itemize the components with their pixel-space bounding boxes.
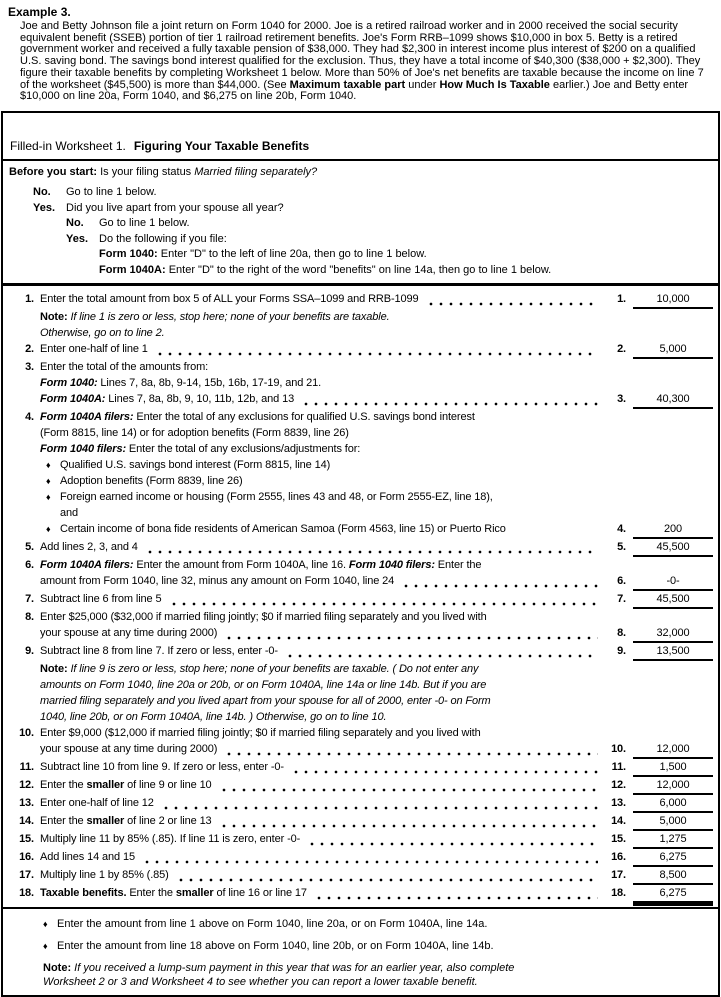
worksheet-line <box>8 557 713 573</box>
dot-leader <box>301 402 598 406</box>
worksheet-line <box>8 391 713 409</box>
worksheet-title-prefix: Filled-in Worksheet 1. <box>10 138 126 153</box>
text-run: Worksheet 2 or 3 and Worksheet 4 to see whether you can report a lower taxable benefit. <box>43 976 478 989</box>
line-number: 3. <box>25 361 34 374</box>
text-run: Form 1040: <box>40 377 98 390</box>
text-run: Enter $25,000 ($32,000 if married filing jointly; $0 if married filing separately and you lived with <box>40 611 487 624</box>
line-number: 11. <box>19 761 34 774</box>
footer-note-line <box>43 975 712 989</box>
text-run: Adoption benefits (Form 8839, line 26) <box>60 475 243 488</box>
text-run: your spouse at any time during 2000) <box>40 743 218 756</box>
text-run: Enter one-half of line 12 <box>40 797 154 810</box>
worksheet-line <box>8 693 713 709</box>
worksheet-line <box>8 885 713 903</box>
text-run: of line 2 or line 13 <box>124 815 212 828</box>
text-run: Foreign earned income or housing (Form 2555, lines 43 and 48, or Form 2555-EZ, line 18), <box>60 491 493 504</box>
text-run: Form 1040A: <box>40 393 106 406</box>
diamond-bullet-icon: ♦ <box>46 460 51 471</box>
text-run: Enter the <box>126 887 176 900</box>
example-heading: Example 3. <box>8 5 71 19</box>
dot-leader <box>219 824 598 828</box>
text-run: Form 1040 filers: <box>348 559 435 572</box>
dot-leader <box>285 654 598 658</box>
amount-line-ref: 2. <box>617 343 626 356</box>
text-run: Form 1040A filers: <box>40 411 134 424</box>
text-run: If line 9 is zero or less, stop here; none of your benefits are taxable. ( Do not enter any <box>67 663 479 676</box>
line-number: 17. <box>19 869 34 882</box>
line-text <box>60 505 78 521</box>
amount-line-ref: 12. <box>611 779 626 792</box>
worksheet-line <box>8 473 713 489</box>
line-text <box>40 441 360 457</box>
amount-line-ref: 15. <box>611 833 626 846</box>
worksheet-line <box>8 867 713 885</box>
text-run: Married filing separately? <box>194 165 318 178</box>
line-number: 12. <box>19 779 34 792</box>
worksheet-line <box>8 777 713 795</box>
amount-value: 1,500 <box>633 759 713 777</box>
amount-value: 40,300 <box>633 391 713 409</box>
line-text <box>40 709 386 725</box>
text-run: Before you start: <box>9 165 98 178</box>
worksheet-line <box>8 441 713 457</box>
amount-line-ref: 14. <box>611 815 626 828</box>
line-number: 9. <box>25 645 34 658</box>
worksheet-title: Figuring Your Taxable Benefits <box>133 138 310 153</box>
amount-line-ref: 18. <box>611 887 626 900</box>
text-run: Otherwise, go on to line 2. <box>40 327 165 340</box>
amount-line-ref: 1. <box>617 293 626 306</box>
line-number: 2. <box>25 343 34 356</box>
text-run: Note: <box>43 962 72 975</box>
dot-leader <box>155 352 598 356</box>
text-run: under <box>405 78 440 91</box>
line-number: 4. <box>25 411 34 424</box>
line-text <box>40 677 486 693</box>
text-run: Go to line 1 below. <box>66 186 157 199</box>
dot-leader <box>169 602 599 606</box>
worksheet-line <box>8 625 713 643</box>
text-run: Enter one-half of line 1 <box>40 343 148 356</box>
line-text <box>40 643 278 659</box>
text-run: 1040, line 20b, or on Form 1040A, line 14b. ) Otherwise, go on to line 10. <box>40 711 387 724</box>
dot-leader <box>219 788 598 792</box>
dot-leader <box>314 896 598 900</box>
line-text <box>40 359 208 375</box>
line-text <box>40 777 212 793</box>
amount-line-ref: 7. <box>617 593 626 606</box>
text-run: Enter the total amount from box 5 of ALL your Forms SSA–1099 and RRB-1099 <box>40 293 419 306</box>
text-run: Certain income of bona fide residents of American Samoa (Form 4563, line 15) or Puerto Rico <box>60 523 506 536</box>
text-run: Form 1040A: <box>99 263 166 276</box>
worksheet-line <box>8 661 713 677</box>
amount-value: 45,500 <box>633 539 713 557</box>
answer-label: Yes. <box>66 232 89 245</box>
line-text <box>60 473 243 489</box>
worksheet-line <box>8 425 713 441</box>
amount-line-ref: 5. <box>617 541 626 554</box>
diamond-bullet-icon: ♦ <box>46 492 51 503</box>
worksheet-box <box>1 111 720 997</box>
text-run: smaller <box>86 779 125 792</box>
footer-bullet-line <box>43 917 712 931</box>
worksheet-line <box>8 573 713 591</box>
amount-value: 13,500 <box>633 643 713 661</box>
line-text <box>40 625 217 641</box>
line-text <box>40 813 212 829</box>
worksheet-line <box>8 831 713 849</box>
text-run: Form 1040A filers: <box>40 559 134 572</box>
amount-value: 12,000 <box>633 741 713 759</box>
worksheet-line <box>8 643 713 661</box>
line-text <box>40 291 419 307</box>
line-text <box>60 521 506 537</box>
line-number: 5. <box>25 541 34 554</box>
line-text <box>40 725 481 741</box>
dot-leader <box>291 770 598 774</box>
line-text <box>40 539 138 555</box>
text-run: If you received a lump-sum payment in this year that was for an earlier year, also complete <box>71 962 515 975</box>
text-run: earlier.) Joe and Betty enter $10,000 on line 20a, Form 1040, and $6,275 on line 20b, Form 1040. <box>20 78 692 103</box>
amount-value: 12,000 <box>633 777 713 795</box>
before-you-start-line <box>66 216 712 232</box>
worksheet-line <box>8 759 713 777</box>
worksheet-line <box>8 375 713 391</box>
worksheet-line <box>8 489 713 505</box>
text-run: Taxable benefits. <box>40 887 127 900</box>
text-run: Subtract line 10 from line 9. If zero or less, enter -0- <box>40 761 284 774</box>
worksheet-line <box>8 849 713 867</box>
footer-bullet-text: Enter the amount from line 1 above on Form 1040, line 20a, or on Form 1040A, line 14a. <box>57 918 488 931</box>
line-text <box>40 325 165 341</box>
line-number: 1. <box>25 293 34 306</box>
line-text <box>40 741 217 757</box>
line-number: 18. <box>19 887 34 900</box>
dot-leader <box>176 878 598 882</box>
amount-value: 5,000 <box>633 341 713 359</box>
line-number: 6. <box>25 559 34 572</box>
amount-line-ref: 16. <box>611 851 626 864</box>
worksheet-line <box>8 457 713 473</box>
dot-leader <box>161 806 598 810</box>
line-number: 14. <box>19 815 34 828</box>
line-text <box>40 557 481 573</box>
text-run: amount from Form 1040, line 32, minus any amount on Form 1040, line 24 <box>40 575 395 588</box>
text-run: Do the following if you file: <box>99 232 227 245</box>
text-run: Lines 7, 8a, 8b, 9-14, 15b, 16b, 17-19, and 21. <box>97 377 322 390</box>
text-run: your spouse at any time during 2000) <box>40 627 218 640</box>
text-run: Subtract line 6 from line 5 <box>40 593 162 606</box>
worksheet-lines-section <box>3 286 718 909</box>
dot-leader <box>426 302 599 306</box>
text-run: Joe and Betty Johnson file a joint return on Form 1040 for 2000. Joe is a retired railroad worker and in 2000 received the social security equivalent benefit (SSEB) portion of tier 1 railroad retirement benefits. Joe's Form RRB–1099 shows $10,000 in box 5. Betty is a retired government worker and received a fully taxable pension of $38,000. They had $2,300 in interest income plus interest of $200 on a qualified U.S. saving bond. The savings bond interest qualified for the exclusion. Thus, they have a total income of $40,300 ($38,000 + $2,300). They figure their taxable benefits by completing Worksheet 1 below. More than 50% of Joe's net benefits are taxable because the income on line 7 of the worksheet ($45,500) is more than $44,000. (See <box>20 20 707 91</box>
text-run: Enter $9,000 ($12,000 if married filing jointly; $0 if married filing separately and you lived with <box>40 727 481 740</box>
worksheet-line <box>8 539 713 557</box>
text-run: If line 1 is zero or less, stop here; none of your benefits are taxable. <box>67 311 390 324</box>
worksheet-line <box>8 341 713 359</box>
line-number: 8. <box>25 611 34 624</box>
line-text <box>40 425 349 441</box>
text-run: Enter "D" to the left of line 20a, then go to line 1 below. <box>157 248 427 261</box>
dot-leader <box>401 584 598 588</box>
text-run: Lines 7, 8a, 8b, 9, 10, 11b, 12b, and 13 <box>105 393 295 406</box>
before-you-start-line <box>9 165 712 181</box>
line-number: 10. <box>19 727 34 740</box>
worksheet-line <box>8 609 713 625</box>
text-run: Form 1040: <box>99 248 158 261</box>
diamond-bullet-icon: ♦ <box>43 919 48 930</box>
dot-leader <box>307 842 598 846</box>
text-run: Note: <box>40 311 68 324</box>
text-run: Add lines 14 and 15 <box>40 851 135 864</box>
footer-note-line <box>43 961 712 975</box>
text-run: amounts on Form 1040, line 20a or 20b, or on Form 1040A, line 14a or line 14b. But if you are <box>40 679 487 692</box>
line-text <box>60 489 493 505</box>
amount-line-ref: 4. <box>617 523 626 536</box>
answer-label: No. <box>33 186 51 199</box>
text-run: of line 16 or line 17 <box>213 887 307 900</box>
amount-line-ref: 3. <box>617 393 626 406</box>
text-run: of line 9 or line 10 <box>124 779 212 792</box>
line-text <box>40 609 487 625</box>
text-run: Did you live apart from your spouse all year? <box>66 201 284 214</box>
amount-line-ref: 13. <box>611 797 626 810</box>
line-text <box>40 759 284 775</box>
worksheet-line <box>8 741 713 759</box>
diamond-bullet-icon: ♦ <box>43 941 48 952</box>
dot-leader <box>224 636 598 640</box>
amount-value: 6,000 <box>633 795 713 813</box>
line-text <box>40 341 148 357</box>
dot-leader <box>142 860 598 864</box>
text-run: Enter the <box>40 779 87 792</box>
line-text <box>40 391 294 407</box>
before-you-start-line <box>99 247 712 263</box>
text-run: Maximum taxable part <box>289 78 406 91</box>
amount-value: 6,275 <box>633 849 713 867</box>
dot-leader <box>224 752 598 756</box>
worksheet-line <box>8 505 713 521</box>
answer-label: No. <box>66 217 84 230</box>
worksheet-title-row <box>3 113 718 161</box>
line-number: 15. <box>19 833 34 846</box>
amount-value: -0- <box>633 573 713 591</box>
text-run: Enter the total of any exclusions/adjustments for: <box>126 443 361 456</box>
amount-value: 45,500 <box>633 591 713 609</box>
amount-value: 1,275 <box>633 831 713 849</box>
worksheet-line <box>8 521 713 539</box>
line-text <box>40 409 475 425</box>
text-run: smaller <box>175 887 214 900</box>
worksheet-line <box>8 709 713 725</box>
text-run: Enter the <box>40 815 87 828</box>
text-run: Add lines 2, 3, and 4 <box>40 541 138 554</box>
before-you-start-section <box>3 161 718 287</box>
example-section <box>0 0 721 103</box>
text-run: Enter the amount from Form 1040A, line 16. <box>133 559 349 572</box>
worksheet-line <box>8 591 713 609</box>
line-text <box>40 867 169 883</box>
line-text <box>40 591 162 607</box>
worksheet-line <box>8 309 713 325</box>
text-run: How Much Is Taxable <box>439 78 550 91</box>
amount-line-ref: 10. <box>611 743 626 756</box>
line-text <box>40 831 300 847</box>
amount-value: 32,000 <box>633 625 713 643</box>
text-run: Multiply line 1 by 85% (.85) <box>40 869 169 882</box>
line-number: 16. <box>19 851 34 864</box>
amount-value: 200 <box>633 521 713 539</box>
before-you-start-line <box>33 201 712 217</box>
text-run: married filing separately and you lived apart from your spouse for all of 2000, enter -0- on Form <box>40 695 491 708</box>
amount-line-ref: 8. <box>617 627 626 640</box>
amount-value: 5,000 <box>633 813 713 831</box>
line-text <box>40 375 321 391</box>
text-run: smaller <box>86 815 125 828</box>
amount-value: 8,500 <box>633 867 713 885</box>
text-run: Go to line 1 below. <box>99 217 190 230</box>
text-run: Note: <box>40 663 68 676</box>
line-number: 13. <box>19 797 34 810</box>
text-run: Subtract line 8 from line 7. If zero or less, enter -0- <box>40 645 278 658</box>
worksheet-line <box>8 291 713 309</box>
dot-leader <box>145 550 598 554</box>
text-run: Enter the <box>434 559 482 572</box>
before-you-start-line <box>99 263 712 279</box>
line-text <box>40 693 491 709</box>
worksheet-line <box>8 795 713 813</box>
line-text <box>40 885 307 901</box>
text-run: Qualified U.S. savings bond interest (Form 8815, line 14) <box>60 459 331 472</box>
text-run: Enter "D" to the right of the word "benefits" on line 14a, then go to line 1 below. <box>165 263 552 276</box>
before-you-start-line <box>33 185 712 201</box>
footer-section <box>3 909 718 995</box>
line-text <box>40 661 478 677</box>
worksheet-line <box>8 359 713 375</box>
line-number: 7. <box>25 593 34 606</box>
worksheet-line <box>8 325 713 341</box>
text-run: and <box>60 507 78 520</box>
amount-line-ref: 9. <box>617 645 626 658</box>
line-text <box>40 309 390 325</box>
diamond-bullet-icon: ♦ <box>46 524 51 535</box>
worksheet-line <box>8 725 713 741</box>
text-run: Form 1040 filers: <box>40 443 126 456</box>
amount-value: 10,000 <box>633 291 713 309</box>
amount-line-ref: 17. <box>611 869 626 882</box>
footer-bullet-line <box>43 939 712 953</box>
amount-line-ref: 11. <box>611 761 626 774</box>
diamond-bullet-icon: ♦ <box>46 476 51 487</box>
text-run: Multiply line 11 by 85% (.85). If line 11 is zero, enter -0- <box>40 833 301 846</box>
amount-value: 6,275 <box>633 885 713 903</box>
before-you-start-line <box>66 232 712 248</box>
example-paragraph <box>20 21 712 103</box>
worksheet-line <box>8 677 713 693</box>
worksheet-line <box>8 813 713 831</box>
text-run: Is your filing status <box>97 165 195 178</box>
line-text <box>60 457 330 473</box>
text-run: Enter the total of any exclusions for qualified U.S. savings bond interest <box>133 411 475 424</box>
amount-line-ref: 6. <box>617 575 626 588</box>
line-text <box>40 573 394 589</box>
text-run: Enter the total of the amounts from: <box>40 361 209 374</box>
footer-bullet-text: Enter the amount from line 18 above on Form 1040, line 20b, or on Form 1040A, line 14b. <box>57 940 494 953</box>
text-run: (Form 8815, line 14) or for adoption benefits (Form 8839, line 26) <box>40 427 349 440</box>
line-text <box>40 849 135 865</box>
answer-label: Yes. <box>33 201 56 214</box>
line-text <box>40 795 154 811</box>
worksheet-line <box>8 409 713 425</box>
